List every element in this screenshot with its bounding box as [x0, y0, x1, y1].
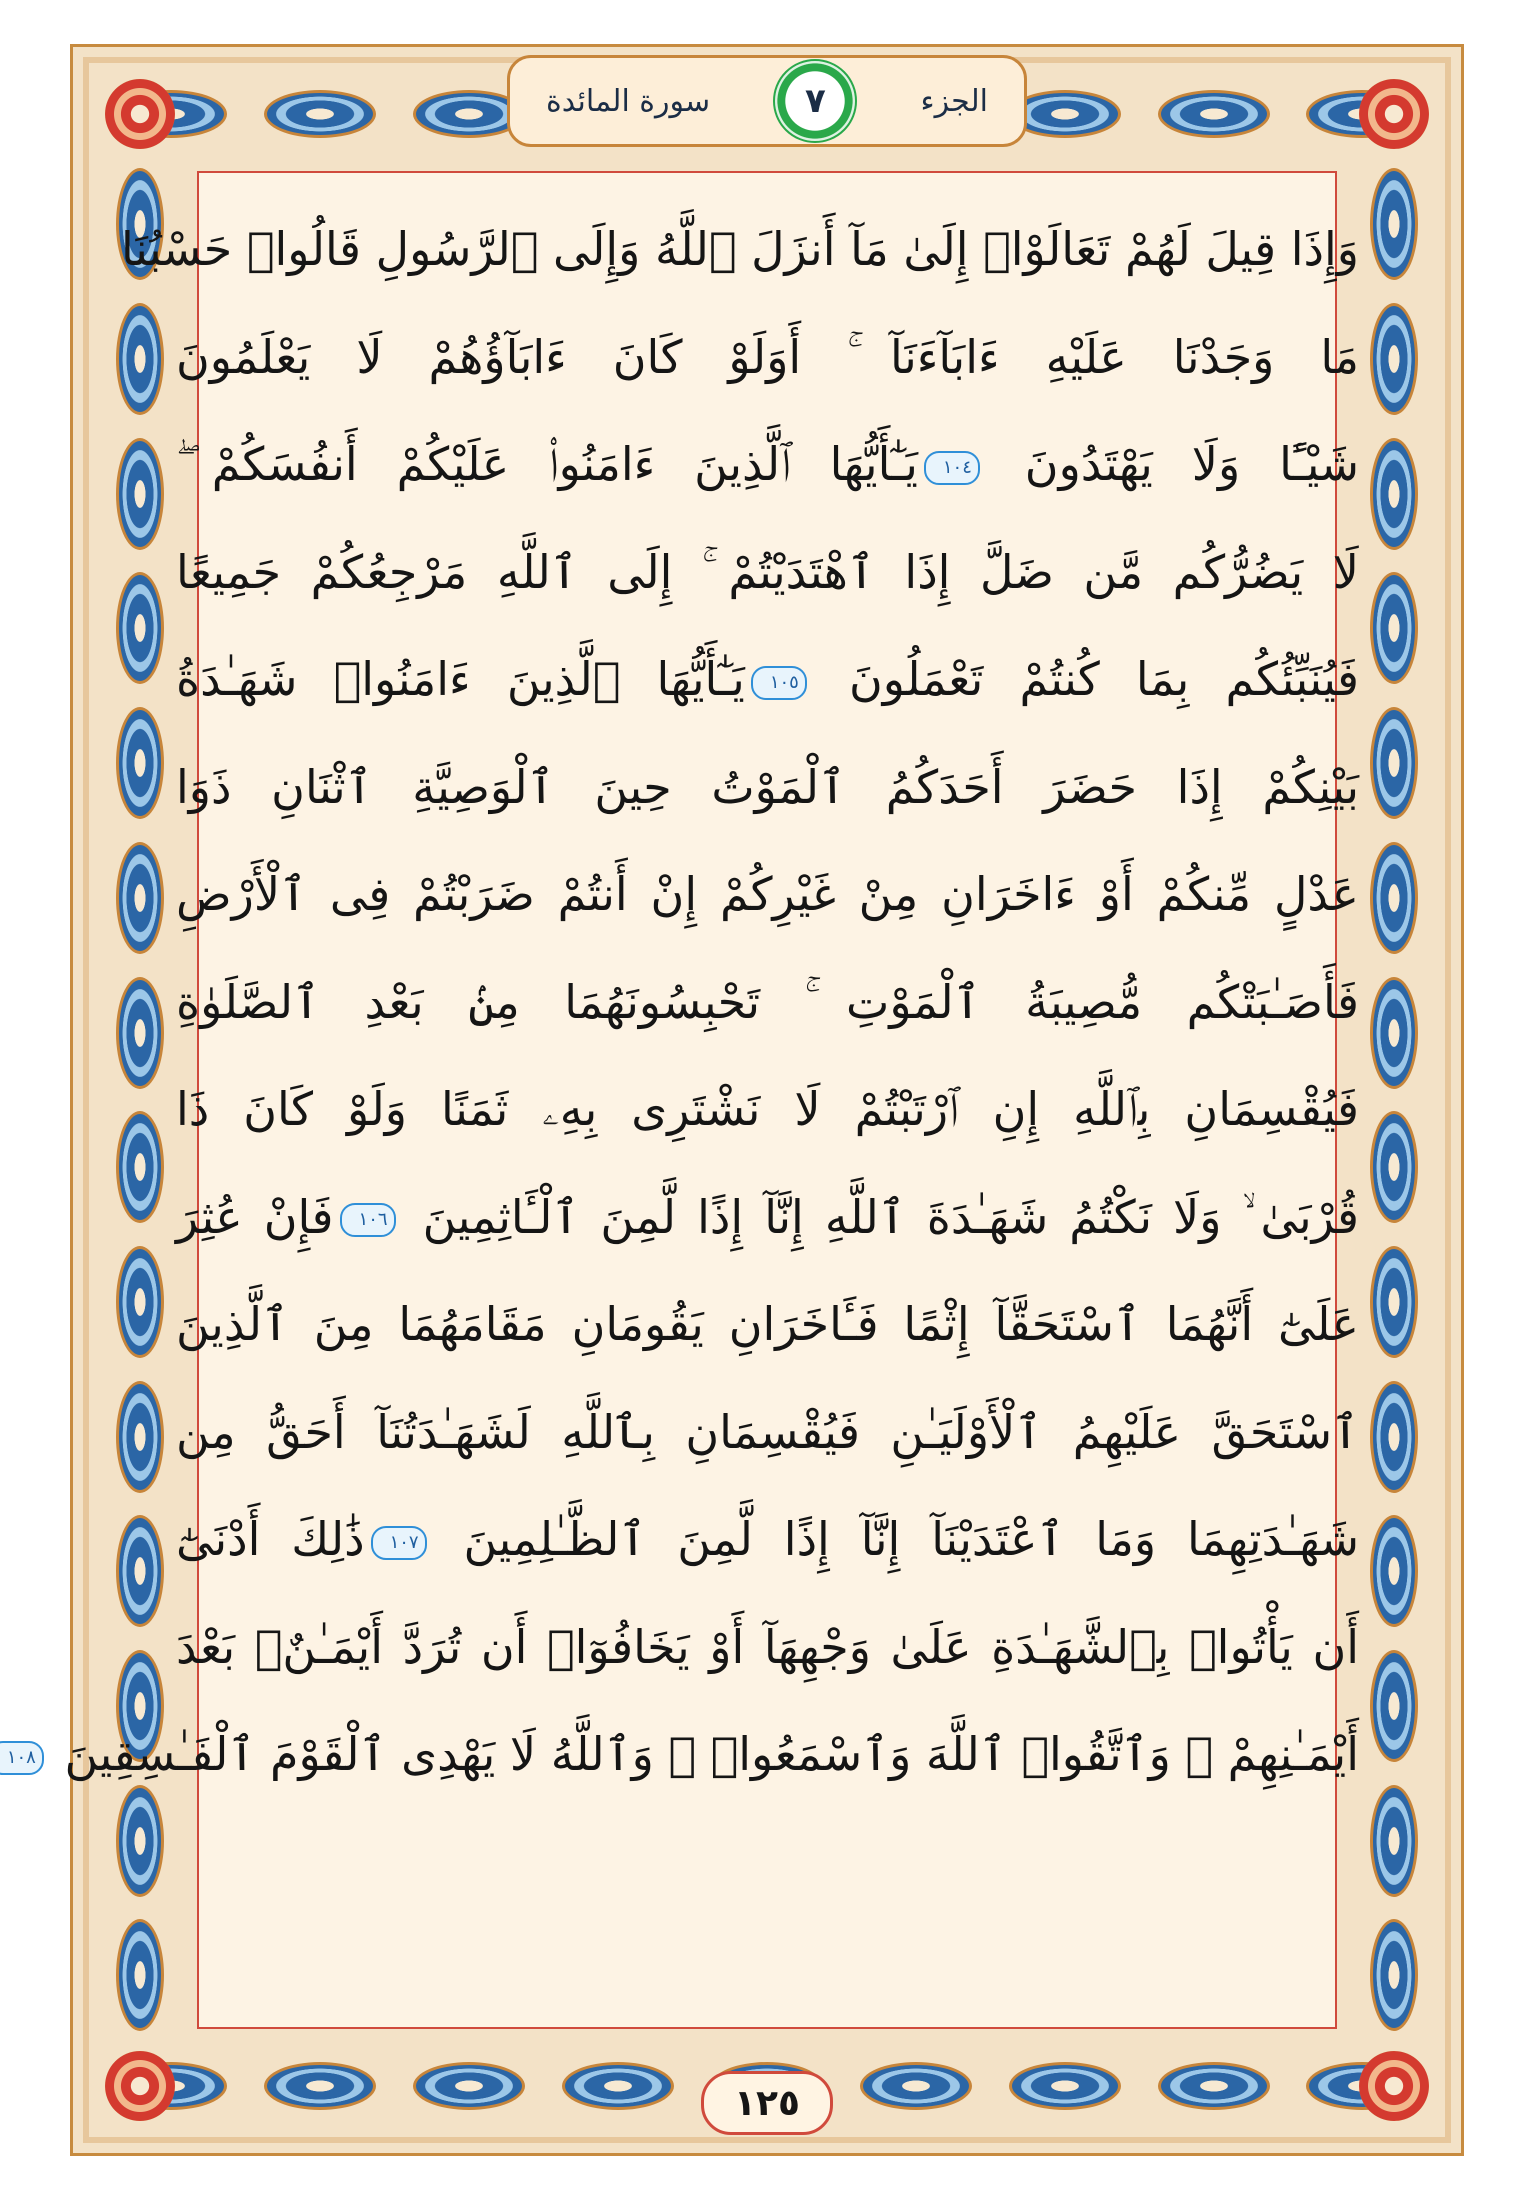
verse-line	[176, 1379, 1359, 1487]
verse-text: شَهَـٰدَتِهِمَا وَمَا ٱعْتَدَيْنَآ إِنَّآ إِذًا لَّمِنَ ٱلظَّـٰلِمِينَ	[432, 1512, 1359, 1566]
verse-text: فَأَصَـٰبَتْكُم مُّصِيبَةُ ٱلْمَوْتِ ۚ تَحْبِسُونَهُمَا مِنۢ بَعْدِ ٱلصَّلَوٰةِ	[176, 974, 1359, 1029]
corner-rosette-icon	[105, 79, 175, 149]
verse-text-block	[6, 196, 1359, 1809]
arabesque-ornament-icon	[1370, 438, 1418, 550]
verse-line	[176, 1594, 1359, 1702]
verse-text: قُرْبَىٰ ۙ وَلَا نَكْتُمُ شَهَـٰدَةَ ٱللَّهِ إِنَّآ إِذًا لَّمِنَ ٱلْـَٔاثِمِينَ	[401, 1189, 1359, 1244]
arabesque-ornament-icon	[264, 90, 376, 138]
verse-line	[176, 841, 1359, 949]
verse-text: أَيْمَـٰنِهِمْ ۗ وَٱتَّقُوا۟ ٱللَّهَ وَٱسْمَعُوا۟ ۗ وَٱللَّهُ لَا يَهْدِى ٱلْقَوْمَ ٱلْفَـٰسِقِينَ	[49, 1727, 1359, 1781]
verse-line	[176, 1271, 1359, 1379]
arabesque-ornament-icon	[1370, 1111, 1418, 1223]
ayah-number-marker: ١٠٧	[371, 1526, 427, 1560]
arabesque-ornament-icon	[1370, 842, 1418, 954]
arabesque-ornament-icon	[1370, 707, 1418, 819]
verse-line	[176, 1486, 1359, 1594]
corner-rosette-icon	[1359, 79, 1429, 149]
verse-text: أَن يَأْتُوا۟ بِٱلشَّهَـٰدَةِ عَلَىٰ وَجْهِهَآ أَوْ يَخَافُوٓا۟ أَن تُرَدَّ أَيْمَـٰنٌۢ بَعْدَ	[176, 1619, 1359, 1674]
arabesque-ornament-icon	[116, 1919, 164, 2031]
verse-text: لَا يَضُرُّكُم مَّن ضَلَّ إِذَا ٱهْتَدَيْتُمْ ۚ إِلَى ٱللَّهِ مَرْجِعُكُمْ جَمِيعًا	[176, 544, 1359, 599]
arabesque-ornament-icon	[264, 2062, 376, 2110]
right-ornament-band	[1349, 157, 1439, 2043]
verse-text: يَـٰٓأَيُّهَا ٱلَّذِينَ ءَامَنُوا۟ عَلَيْكُمْ أَنفُسَكُمْ ۖ	[176, 437, 918, 491]
surah-name: سورة المائدة	[546, 83, 711, 119]
verse-line	[176, 411, 1359, 519]
arabesque-ornament-icon	[116, 438, 164, 550]
arabesque-ornament-icon	[116, 1246, 164, 1358]
arabesque-ornament-icon	[413, 2062, 525, 2110]
arabesque-ornament-icon	[860, 2062, 972, 2110]
arabesque-ornament-icon	[562, 2062, 674, 2110]
arabesque-ornament-icon	[1009, 2062, 1121, 2110]
arabesque-ornament-icon	[116, 707, 164, 819]
verse-text: ذَٰلِكَ أَدْنَىٰٓ	[176, 1512, 365, 1566]
ayah-number-marker: ١٠٨	[0, 1741, 44, 1775]
arabesque-ornament-icon	[1370, 1246, 1418, 1358]
corner-rosette-icon	[1359, 2051, 1429, 2121]
arabesque-ornament-icon	[1370, 303, 1418, 415]
arabesque-ornament-icon	[116, 303, 164, 415]
page-number: ١٢٥	[701, 2071, 833, 2135]
verse-line	[176, 1164, 1359, 1272]
page-header	[507, 55, 1027, 147]
arabesque-ornament-icon	[1370, 572, 1418, 684]
verse-line	[6, 1701, 1359, 1809]
arabesque-ornament-icon	[116, 1381, 164, 1493]
arabesque-ornament-icon	[116, 572, 164, 684]
verse-text: فَيُقْسِمَانِ بِٱللَّهِ إِنِ ٱرْتَبْتُمْ لَا نَشْتَرِى بِهِۦ ثَمَنًا وَلَوْ كَانَ ذَا	[176, 1082, 1359, 1136]
verse-line	[176, 304, 1359, 412]
arabesque-ornament-icon	[1370, 168, 1418, 280]
arabesque-ornament-icon	[1370, 1381, 1418, 1493]
ayah-number-marker: ١٠٦	[340, 1203, 396, 1237]
arabesque-ornament-icon	[1370, 1919, 1418, 2031]
juz-label: الجزء	[920, 83, 988, 119]
arabesque-ornament-icon	[116, 977, 164, 1089]
ayah-number-marker: ١٠٤	[924, 451, 980, 485]
verse-text: مَا وَجَدْنَا عَلَيْهِ ءَابَآءَنَآ ۚ أَوَلَوْ كَانَ ءَابَآؤُهُمْ لَا يَعْلَمُونَ	[176, 329, 1359, 384]
arabesque-ornament-icon	[116, 1111, 164, 1223]
arabesque-ornament-icon	[1370, 1515, 1418, 1627]
verse-text: بَيْنِكُمْ إِذَا حَضَرَ أَحَدَكُمُ ٱلْمَوْتُ حِينَ ٱلْوَصِيَّةِ ٱثْنَانِ ذَوَا	[176, 759, 1359, 814]
ayah-number-marker: ١٠٥	[751, 666, 807, 700]
arabesque-ornament-icon	[1370, 977, 1418, 1089]
verse-text: فَإِنْ عُثِرَ	[176, 1189, 334, 1244]
verse-text: ٱسْتَحَقَّ عَلَيْهِمُ ٱلْأَوْلَيَـٰنِ فَيُقْسِمَانِ بِٱللَّهِ لَشَهَـٰدَتُنَآ أَحَقُّ مِن	[176, 1404, 1359, 1459]
arabesque-ornament-icon	[116, 842, 164, 954]
corner-rosette-icon	[105, 2051, 175, 2121]
verse-line	[176, 1056, 1359, 1164]
arabesque-ornament-icon	[1370, 1785, 1418, 1897]
verse-line	[120, 196, 1359, 304]
juz-number-medallion: ٧	[773, 59, 857, 143]
verse-text: عَدْلٍ مِّنكُمْ أَوْ ءَاخَرَانِ مِنْ غَيْرِكُمْ إِنْ أَنتُمْ ضَرَبْتُمْ فِى ٱلْأَرْضِ	[176, 867, 1359, 921]
arabesque-ornament-icon	[1158, 2062, 1270, 2110]
arabesque-ornament-icon	[116, 1515, 164, 1627]
verse-text: فَيُنَبِّئُكُم بِمَا كُنتُمْ تَعْمَلُونَ	[812, 652, 1359, 706]
verse-line	[176, 734, 1359, 842]
verse-line	[176, 519, 1359, 627]
verse-text: عَلَىٰٓ أَنَّهُمَا ٱسْتَحَقَّآ إِثْمًا فَـَٔاخَرَانِ يَقُومَانِ مَقَامَهُمَا مِنَ ٱلَّذِينَ	[176, 1297, 1359, 1351]
arabesque-ornament-icon	[1158, 90, 1270, 138]
verse-text: وَإِذَا قِيلَ لَهُمْ تَعَالَوْا۟ إِلَىٰ مَآ أَنزَلَ ٱللَّهُ وَإِلَى ٱلرَّسُولِ قَالُوا۟ حَسْبُنَا	[120, 222, 1359, 276]
verse-text: شَيْـًٔا وَلَا يَهْتَدُونَ	[985, 437, 1359, 491]
verse-text: يَـٰٓأَيُّهَا ٱلَّذِينَ ءَامَنُوا۟ شَهَـٰدَةُ	[176, 652, 745, 706]
verse-line	[176, 949, 1359, 1057]
arabesque-ornament-icon	[1370, 1650, 1418, 1762]
verse-line	[176, 626, 1359, 734]
